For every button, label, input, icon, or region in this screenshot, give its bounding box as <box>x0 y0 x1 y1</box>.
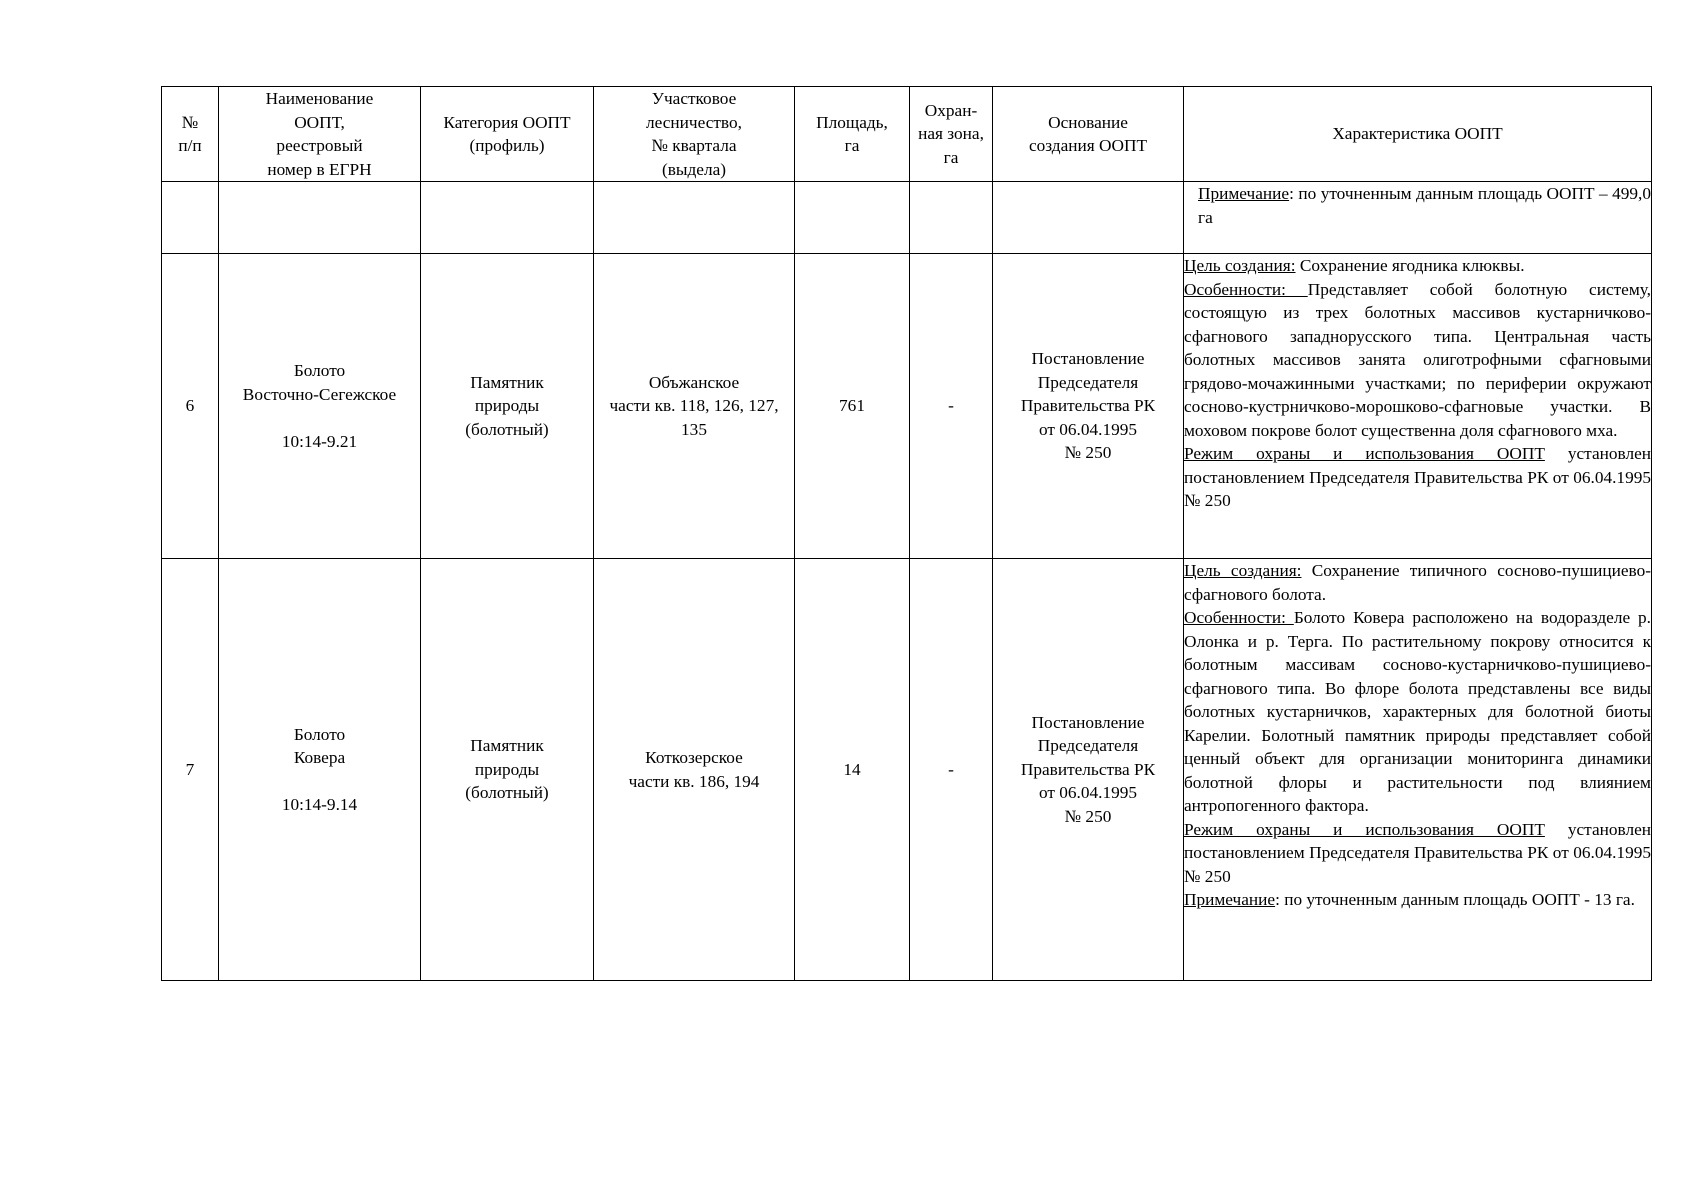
registry-number: 10:14-9.21 <box>281 431 358 451</box>
zone-cell: - <box>910 254 993 559</box>
header-basis: Основание создания ООПТ <box>993 87 1184 182</box>
zone-cell: - <box>910 559 993 981</box>
header-category: Категория ООПТ (профиль) <box>421 87 594 182</box>
note-paragraph: Примечание: по уточненным данным площадь ООПТ – 499,0 га <box>1198 184 1651 227</box>
oopt-name-cell: Болото Ковера 10:14-9.14 <box>219 559 421 981</box>
oopt-table <box>161 86 1652 981</box>
header-zone: Охран- ная зона, га <box>910 87 993 182</box>
basis-cell: Постановление Председателя Правительства РК от 06.04.1995 № 250 <box>993 254 1184 559</box>
table-row <box>162 254 1652 559</box>
header-num: № п/п <box>162 87 219 182</box>
header-name: Наименование ООПТ, реестровый номер в ЕГРН <box>219 87 421 182</box>
category-cell: Памятник природы (болотный) <box>421 254 594 559</box>
characteristic-cell <box>1184 559 1652 981</box>
regime-paragraph: Режим охраны и использования ООПТ установлен постановлением Председателя Правительства РК от 06.04.1995 № 250 <box>1184 444 1651 510</box>
header-forestry: Участковое лесничество, № квартала (выдела) <box>594 87 795 182</box>
table-header-row <box>162 87 1652 182</box>
forestry-cell: Коткозерское части кв. 186, 194 <box>594 559 795 981</box>
note-paragraph: Примечание: по уточненным данным площадь ООПТ - 13 га. <box>1184 890 1635 909</box>
row-num: 7 <box>162 559 219 981</box>
forestry-cell: Объжанское части кв. 118, 126, 127, 135 <box>594 254 795 559</box>
area-cell: 761 <box>795 254 910 559</box>
goal-paragraph: Цель создания: Сохранение типичного сосново-пушициево-сфагнового болота. <box>1184 561 1651 604</box>
category-cell: Памятник природы (болотный) <box>421 559 594 981</box>
regime-paragraph: Режим охраны и использования ООПТ установлен постановлением Председателя Правительства РК от 06.04.1995 № 250 <box>1184 819 1651 886</box>
features-paragraph: Особенности: Представляет собой болотную систему, состоящую из трех болотных массивов кустарничково-сфагнового западнорусского типа. Центральная часть болотных массивов занята олиготрофными сфагновыми грядово-мочажинными участками; по периферии окружают сосново-кустрничково-морошково-сфагновые участки. В моховом покрове болот существенна доля сфагнового мха. <box>1184 279 1651 440</box>
characteristic-cell <box>1184 182 1652 254</box>
table-row <box>162 559 1652 981</box>
characteristic-cell <box>1184 254 1652 559</box>
table-row-continuation <box>162 182 1652 254</box>
header-characteristic: Характеристика ООПТ <box>1184 87 1652 182</box>
registry-number: 10:14-9.14 <box>281 795 358 814</box>
features-paragraph: Особенности: Болото Ковера расположено на водоразделе р. Олонка и р. Терга. По растительному покрову относится к болотным массивам сосново-кустарничково-пушициево-сфагнового типа. Во флоре болота представлены все виды болотных кустарничков, характерных для болотной биоты Карелии. Болотный памятник природы представляет собой ценный объект для организации мониторинга динамики болотной флоры и растительности под влиянием антропогенного фактора. <box>1184 608 1652 815</box>
goal-paragraph: Цель создания: Сохранение ягодника клюквы. <box>1184 256 1525 275</box>
header-area: Площадь, га <box>795 87 910 182</box>
row-num: 6 <box>162 254 219 559</box>
basis-cell: Постановление Председателя Правительства РК от 06.04.1995 № 250 <box>993 559 1184 981</box>
area-cell: 14 <box>795 559 910 981</box>
oopt-name-cell: Болото Восточно-Сегежское 10:14-9.21 <box>219 254 421 559</box>
